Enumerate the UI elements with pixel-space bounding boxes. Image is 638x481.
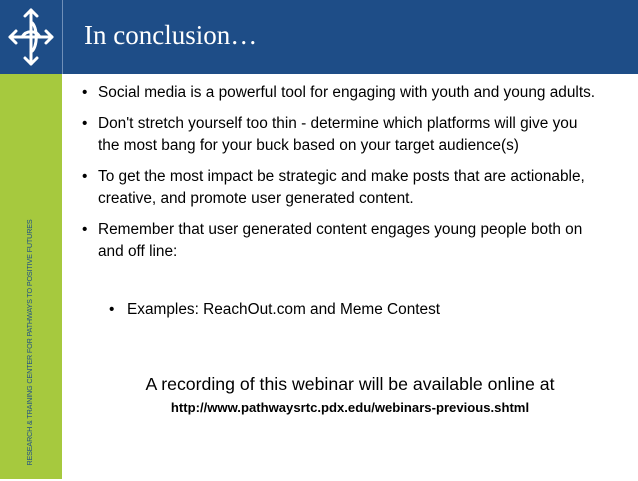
four-arrows-logo-icon <box>0 0 62 74</box>
bullet-text: To get the most impact be strategic and make posts that are actionable, creative, and promote user generated content. <box>98 167 585 207</box>
bullet-text: Don't stretch yourself too thin - determine which platforms will give you the most bang for your buck based on your target audience(s) <box>98 114 578 154</box>
bullet-text: Social media is a powerful tool for engaging with youth and young adults. <box>98 84 596 101</box>
bullet-item <box>78 219 603 264</box>
bullet-text: Remember that user generated content engages young people both on and off line: <box>98 220 583 260</box>
title-bar <box>62 0 638 74</box>
bullet-symbol: • <box>82 84 88 101</box>
slide-title: In conclusion… <box>84 20 258 50</box>
recording-notice: A recording of this webinar will be available online at <box>145 374 555 394</box>
bullet-symbol: • <box>82 114 88 132</box>
bullet-symbol: • <box>82 167 88 185</box>
bullet-item <box>78 82 603 105</box>
logo-box <box>0 0 62 74</box>
sidebar-organization-text-container <box>24 204 36 481</box>
sub-bullet-text: Examples: ReachOut.com and Meme Contest <box>127 301 441 318</box>
bullet-symbol: • <box>82 220 88 238</box>
bullet-item <box>78 166 603 211</box>
bullet-item <box>78 113 603 158</box>
webinar-url-link[interactable]: http://www.pathwaysrtc.pdx.edu/webinars-previous.shtml <box>170 400 530 415</box>
sidebar-organization-text: RESEARCH & TRAINING CENTER FOR PATHWAYS TO POSITIVE FUTURES <box>25 219 34 466</box>
bullet-list <box>78 82 603 272</box>
bullet-symbol: • <box>109 301 115 318</box>
sidebar <box>0 74 62 479</box>
